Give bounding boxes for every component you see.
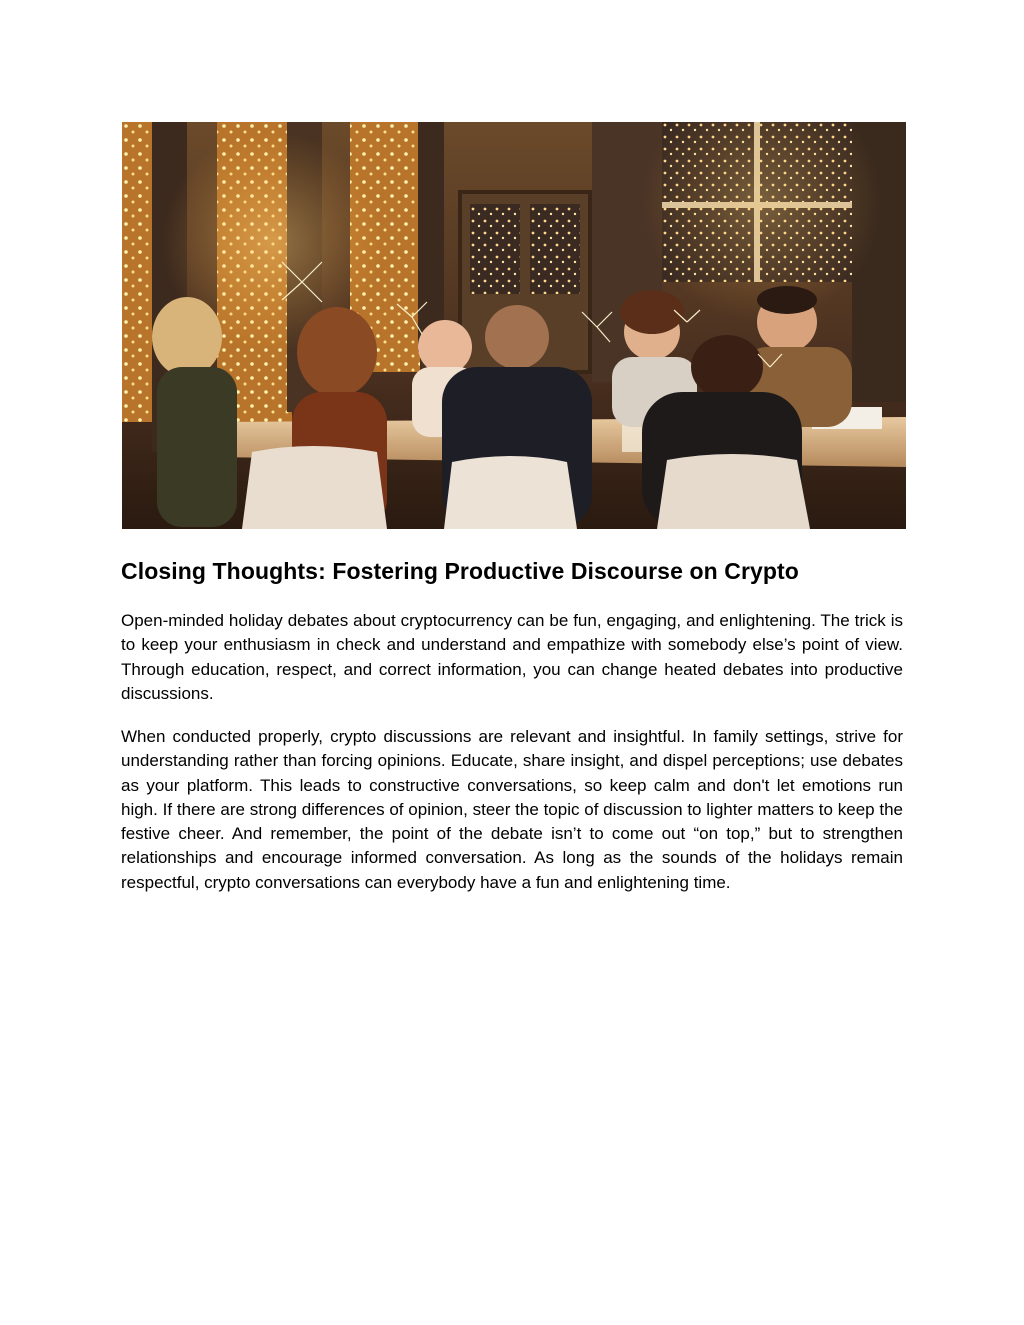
page-title: Closing Thoughts: Fostering Productive Discourse on Crypto <box>121 558 799 584</box>
holiday-dinner-illustration <box>122 122 906 529</box>
body-paragraph-1: Open-minded holiday debates about cryptocurrency can be fun, engaging, and enlightening. The trick is to keep your enthusiasm in check and understand and empathize with somebody else’s point of view. Through education, respect, and correct information, you can change heated debates into productive discussions. <box>121 611 903 703</box>
body-paragraph-2: When conducted properly, crypto discussions are relevant and insightful. In family settings, strive for understanding rather than forcing opinions. Educate, share insight, and dispel perceptions; use debates as your platform. This leads to constructive conversations, so keep calm and don't let emotions run high. If there are strong differences of opinion, steer the topic of discussion to lighter matters to keep the festive cheer. And remember, the point of the debate isn’t to come out “on top,” but to strengthen relationships and encourage informed conversation. As long as the sounds of the holidays remain respectful, crypto conversations can everybody have a fun and enlightening time. <box>121 727 903 892</box>
holiday-dinner-photo <box>122 122 906 529</box>
